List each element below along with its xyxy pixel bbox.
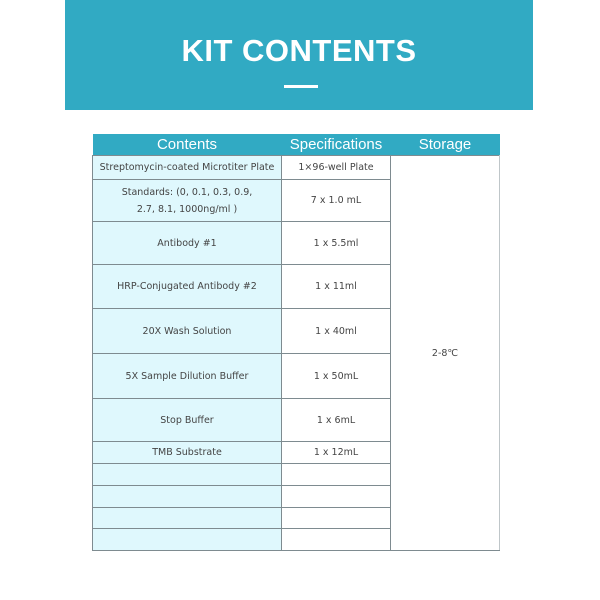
spec-cell: 1 x 5.5ml: [282, 222, 391, 265]
spec-cell: 1 x 11ml: [282, 265, 391, 309]
spec-cell: [282, 486, 391, 508]
content-cell: [93, 486, 282, 508]
spec-cell: 1 x 6mL: [282, 399, 391, 442]
column-header-contents: Contents: [93, 134, 282, 156]
content-cell: [93, 529, 282, 551]
kit-contents-table: [92, 134, 500, 551]
table-row: [93, 156, 500, 180]
column-header-specifications: Specifications: [282, 134, 391, 156]
page-title: KIT CONTENTS: [181, 33, 417, 68]
spec-cell: [282, 464, 391, 486]
kit-contents-banner: [65, 0, 533, 110]
title-underline-divider: [284, 85, 318, 88]
spec-cell: 7 x 1.0 mL: [282, 180, 391, 222]
spec-cell: 1×96-well Plate: [282, 156, 391, 180]
spec-cell: [282, 508, 391, 529]
content-cell: Standards: (0, 0.1, 0.3, 0.9, 2.7, 8.1, 1000ng/ml ): [93, 180, 282, 222]
spec-cell: 1 x 12mL: [282, 442, 391, 464]
spec-cell: [282, 529, 391, 551]
content-cell: [93, 464, 282, 486]
content-cell: Stop Buffer: [93, 399, 282, 442]
spec-cell: 1 x 50mL: [282, 354, 391, 399]
content-cell: 20X Wash Solution: [93, 309, 282, 354]
table-header-row: [93, 134, 500, 156]
content-cell: Antibody #1: [93, 222, 282, 265]
content-cell: HRP-Conjugated Antibody #2: [93, 265, 282, 309]
column-header-storage: Storage: [391, 134, 500, 156]
content-cell: 5X Sample Dilution Buffer: [93, 354, 282, 399]
spec-cell: 1 x 40ml: [282, 309, 391, 354]
storage-cell: 2-8℃: [391, 156, 500, 551]
content-cell: [93, 508, 282, 529]
content-cell: Streptomycin-coated Microtiter Plate: [93, 156, 282, 180]
content-cell: TMB Substrate: [93, 442, 282, 464]
